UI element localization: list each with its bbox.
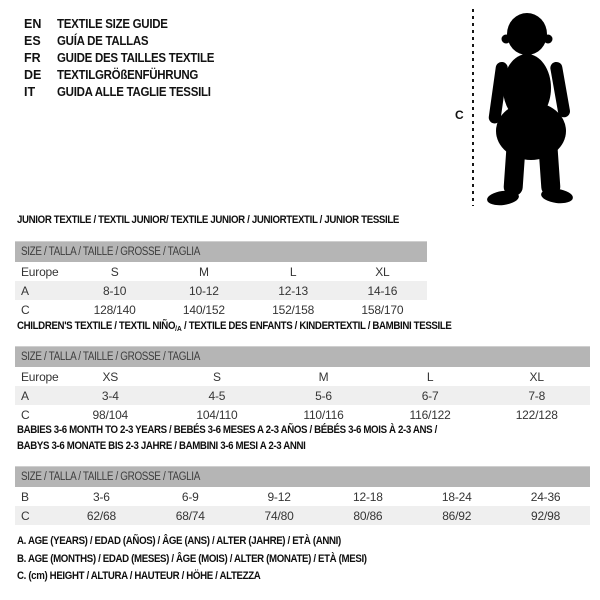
cell: 3-6 <box>93 489 110 504</box>
cell: 9-12 <box>267 489 291 504</box>
language-code: ES <box>24 33 41 48</box>
cell: 6-7 <box>377 386 484 405</box>
footnote-c: C. (cm) HEIGHT / ALTURA / HAUTEUR / HÖHE / ALTEZZA <box>17 570 261 583</box>
size-header-row <box>15 242 427 263</box>
cell: 3-4 <box>57 386 164 405</box>
cell: 8-10 <box>70 281 159 300</box>
cell: 86/92 <box>412 506 501 525</box>
cell: 140/152 <box>182 302 225 317</box>
cell: 128/140 <box>93 302 136 317</box>
cell: 74/80 <box>235 506 324 525</box>
table-row <box>15 386 590 405</box>
cell: 5-6 <box>270 386 377 405</box>
children-size-table <box>15 346 590 424</box>
cell: M <box>198 264 209 279</box>
table-row <box>15 300 427 319</box>
table-row <box>15 487 590 506</box>
cell: M <box>318 369 329 384</box>
cell: 152/158 <box>272 302 315 317</box>
size-header-row <box>15 347 590 368</box>
row-label: C <box>15 506 57 525</box>
cell: 10-12 <box>159 281 248 300</box>
junior-table-title: JUNIOR TEXTILE / TEXTIL JUNIOR/ TEXTILE JUNIOR / JUNIORTEXTIL / JUNIOR TESSILE <box>17 214 400 226</box>
language-row <box>24 67 228 84</box>
cell: 24-36 <box>530 489 561 504</box>
cell: 110/116 <box>303 407 344 422</box>
cell: 62/68 <box>57 506 146 525</box>
cell: XL <box>529 369 544 384</box>
language-code: DE <box>24 68 42 83</box>
table-row <box>15 506 590 525</box>
cell: 80/86 <box>323 506 412 525</box>
table-row <box>15 281 427 300</box>
junior-size-table <box>15 241 427 319</box>
babies-table-title: BABIES 3-6 MONTH TO 2-3 YEARS / BEBÉS 3-6 MESES A 2-3 AÑOS / BÉBÉS 3-6 MOIS À 2-3 ANS / BABYS 3-6 MONATE BIS 2-3 JAHRE / BAMBINI 3-6 MESI A 2-3 ANNI <box>17 424 437 452</box>
language-text: GUIDE DES TAILLES TEXTILE <box>57 50 215 65</box>
cell: XL <box>375 264 390 279</box>
language-text: GUÍA DE TALLAS <box>57 33 149 48</box>
cell: 6-9 <box>181 489 199 504</box>
language-row <box>24 49 228 66</box>
size-header-label: SIZE / TALLA / TAILLE / GRÖSSE / TAGLIA <box>21 471 200 483</box>
footnote-b: B. AGE (MONTHS) / EDAD (MESES) / ÂGE (MOIS) / ALTER (MONATE) / ETÀ (MESI) <box>17 552 367 565</box>
cell: 14-16 <box>338 281 427 300</box>
language-row <box>24 15 228 32</box>
language-code: EN <box>24 16 42 31</box>
row-label: A <box>15 386 57 405</box>
cell: S <box>212 369 221 384</box>
row-label: A <box>15 281 70 300</box>
table-row <box>15 405 590 424</box>
cell: 92/98 <box>501 506 590 525</box>
size-header-label: SIZE / TALLA / TAILLE / GRÖSSE / TAGLIA <box>21 351 200 363</box>
babies-size-table <box>15 466 590 525</box>
cell: 12-18 <box>353 489 383 504</box>
row-label: Europe <box>21 369 59 384</box>
cell: 12-13 <box>249 281 338 300</box>
cell: 68/74 <box>146 506 235 525</box>
children-table-title: CHILDREN'S TEXTILE / TEXTIL $NIÑO_{/A}$ / TEXTILE DES ENFANTS / KINDERTEXTIL / BAMBINI TESSILE <box>17 320 452 333</box>
language-text: TEXTILE SIZE GUIDE <box>57 16 168 31</box>
cell: S <box>110 264 119 279</box>
language-code: FR <box>24 50 41 65</box>
language-code: IT <box>24 85 36 100</box>
table-row <box>15 262 427 281</box>
footnotes <box>17 533 414 586</box>
cell: 122/128 <box>515 407 558 422</box>
row-label: B <box>21 489 29 504</box>
cell: 7-8 <box>483 386 590 405</box>
language-row <box>24 32 228 49</box>
cell: 4-5 <box>164 386 271 405</box>
table-row <box>15 367 590 386</box>
cell: 98/104 <box>92 407 129 422</box>
cell: 104/110 <box>196 407 238 422</box>
cell: 18-24 <box>441 489 472 504</box>
title-subscript: /A <box>175 324 182 333</box>
row-label: Europe <box>21 264 59 279</box>
toddler-silhouette-icon <box>481 8 581 208</box>
footnote-a: A. AGE (YEARS) / EDAD (AÑOS) / ÂGE (ANS) / ALTER (JAHRE) / ETÀ (ANNI) <box>17 535 341 547</box>
row-label: C <box>21 302 30 317</box>
language-text: GUIDA ALLE TAGLIE TESSILI <box>57 85 211 100</box>
cell: L <box>426 369 434 384</box>
cell: L <box>289 264 297 279</box>
size-header-label: SIZE / TALLA / TAILLE / GRÖSSE / TAGLIA <box>21 246 200 258</box>
language-text: TEXTILGRÖßENFÜHRUNG <box>57 68 199 83</box>
row-label: C <box>21 407 30 422</box>
language-header <box>24 15 228 101</box>
language-row <box>24 84 228 101</box>
height-measure-dashed-line <box>472 9 474 206</box>
height-measure-label: C <box>455 108 464 122</box>
size-header-row <box>15 467 590 488</box>
cell: 116/122 <box>409 407 451 422</box>
cell: 158/170 <box>361 302 404 317</box>
cell: XS <box>102 369 119 384</box>
